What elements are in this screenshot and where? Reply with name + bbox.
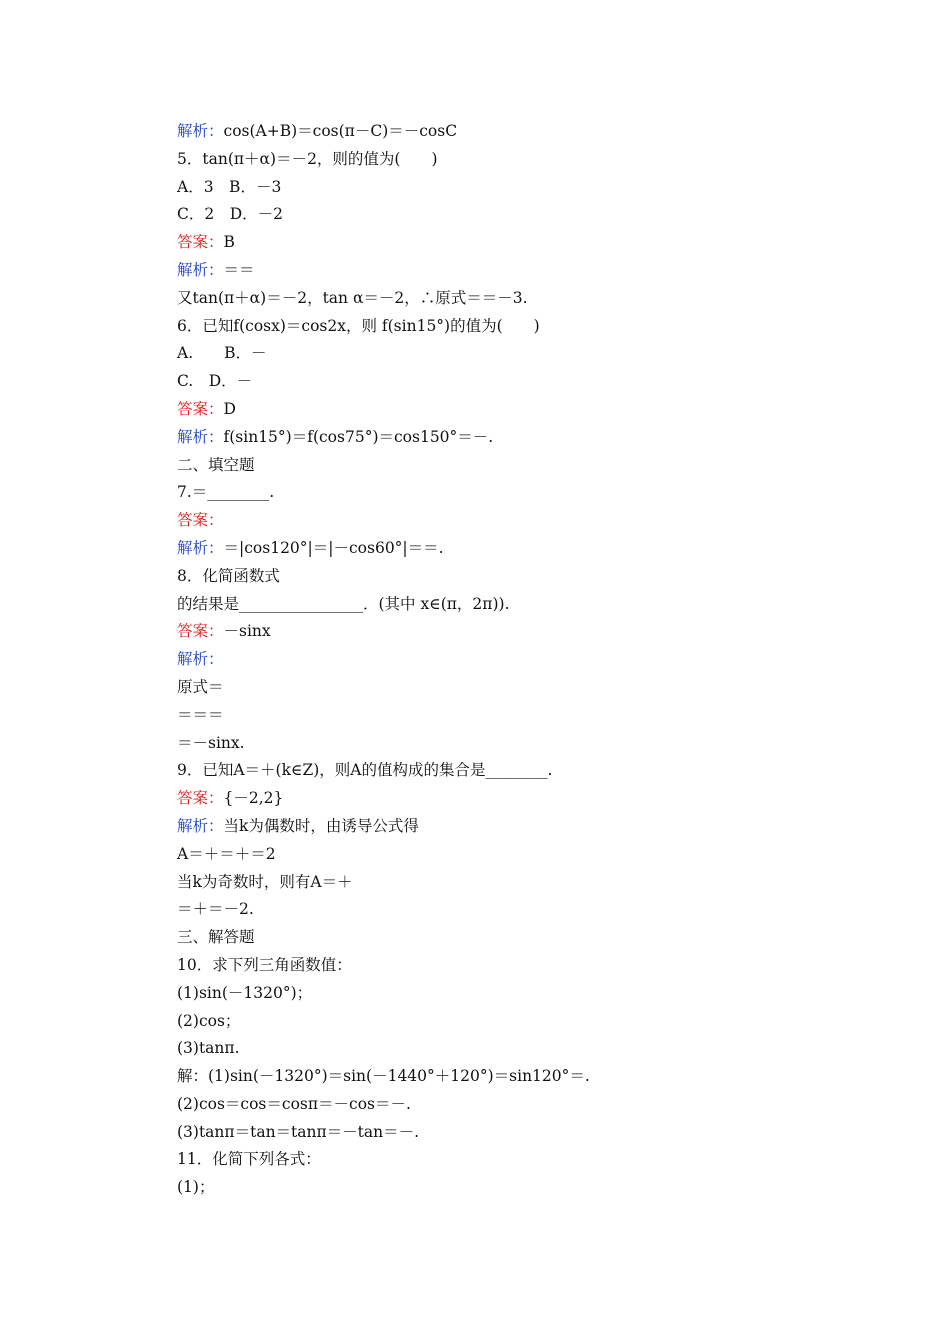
line-text: 11．化简下列各式： — [177, 1150, 321, 1169]
answer-label: 答案： — [177, 789, 224, 808]
line-text: 当k为奇数时，则有A＝＋ — [177, 872, 353, 891]
line-text: 三、解答题 — [177, 928, 255, 947]
line-text: 9．已知A＝＋(k∈Z)，则A的值构成的集合是________. — [177, 761, 553, 780]
document-line — [177, 424, 877, 452]
line-text: 当k为偶数时，由诱导公式得 — [223, 816, 419, 835]
line-text: f(sin15°)＝f(cos75°)＝cos150°＝－. — [223, 427, 494, 446]
line-text: A．3 B．－3 — [177, 177, 282, 196]
answer-label: 答案： — [177, 511, 224, 530]
line-text: C．2 D．－2 — [177, 205, 284, 224]
document-line — [177, 479, 877, 507]
line-text: 6．已知f(cosx)＝cos2x，则 f(sin15°)的值为( ) — [177, 316, 540, 335]
line-text: 7.＝________. — [177, 483, 275, 502]
line-text: D — [223, 399, 236, 418]
document-line — [177, 118, 877, 146]
document-line — [177, 563, 877, 591]
document-line — [177, 924, 877, 952]
line-text: ＝＋＝－2. — [177, 900, 254, 919]
line-text: 8．化简函数式 — [177, 566, 280, 585]
analysis-label: 解析： — [177, 650, 224, 669]
document-line — [177, 730, 877, 758]
document-line — [177, 980, 877, 1008]
line-text: A＝＋＝＋＝2 — [177, 844, 276, 863]
document-line — [177, 146, 877, 174]
line-text: 解：(1)sin(－1320°)＝sin(－1440°＋120°)＝sin120°＝. — [177, 1067, 590, 1086]
document-line — [177, 952, 877, 980]
document-line — [177, 674, 877, 702]
line-text: A. B．－ — [177, 344, 267, 363]
document-line — [177, 285, 877, 313]
document-line — [177, 201, 877, 229]
analysis-label: 解析： — [177, 260, 224, 279]
document-line — [177, 702, 877, 730]
answer-label: 答案： — [177, 399, 224, 418]
line-text: ＝＝＝ — [177, 705, 224, 724]
document-line — [177, 896, 877, 924]
line-text: 10．求下列三角函数值： — [177, 955, 352, 974]
document-line — [177, 841, 877, 869]
document-line — [177, 1174, 877, 1202]
document-line — [177, 813, 877, 841]
line-text: (3)tanπ＝tan＝tanπ＝－tan＝－. — [177, 1122, 420, 1141]
line-text: (1)； — [177, 1178, 215, 1197]
answer-label: 答案： — [177, 233, 224, 252]
answer-label: 答案： — [177, 622, 224, 641]
document-line — [177, 1008, 877, 1036]
analysis-label: 解析： — [177, 122, 224, 140]
line-text: 二、填空题 — [177, 455, 255, 474]
line-text: B — [223, 233, 235, 252]
document-line — [177, 591, 877, 619]
analysis-label: 解析： — [177, 538, 224, 557]
document-line — [177, 618, 877, 646]
line-text: (3)tanπ. — [177, 1039, 240, 1058]
document-line — [177, 646, 877, 674]
line-text: {－2,2} — [223, 789, 284, 808]
document-line — [177, 396, 877, 424]
document-line — [177, 1091, 877, 1119]
document-line — [177, 229, 877, 257]
line-text: cos(A+B)＝cos(π－C)＝－cosC — [223, 122, 458, 140]
line-text: (1)sin(－1320°)； — [177, 983, 313, 1002]
document-line — [177, 1119, 877, 1147]
line-text: ＝－sinx. — [177, 733, 245, 752]
line-text: (2)cos； — [177, 1011, 241, 1030]
document-page — [177, 118, 877, 1202]
document-line — [177, 340, 877, 368]
document-line — [177, 535, 877, 563]
document-line — [177, 869, 877, 897]
line-text: C. D．－ — [177, 372, 253, 391]
analysis-label: 解析： — [177, 816, 224, 835]
line-text: 原式＝ — [177, 677, 224, 696]
document-line — [177, 313, 877, 341]
line-text: 又tan(π＋α)＝－2，tan α＝－2，∴原式＝＝－3. — [177, 288, 528, 307]
document-line — [177, 785, 877, 813]
analysis-label: 解析： — [177, 427, 224, 446]
document-line — [177, 257, 877, 285]
line-text: 5．tan(π＋α)＝－2，则的值为( ) — [177, 149, 438, 168]
line-text: 的结果是________________．(其中 x∈(π，2π)). — [177, 594, 510, 613]
line-text: －sinx — [223, 622, 271, 641]
line-text: ＝＝ — [223, 260, 255, 279]
document-line — [177, 1035, 877, 1063]
line-text: (2)cos＝cos＝cosπ＝－cos＝－. — [177, 1094, 411, 1113]
document-line — [177, 1063, 877, 1091]
document-line — [177, 368, 877, 396]
document-line — [177, 1146, 877, 1174]
document-line — [177, 452, 877, 480]
document-line — [177, 507, 877, 535]
document-line — [177, 174, 877, 202]
document-line — [177, 757, 877, 785]
line-text: ＝|cos120°|＝|－cos60°|＝＝. — [223, 538, 444, 557]
